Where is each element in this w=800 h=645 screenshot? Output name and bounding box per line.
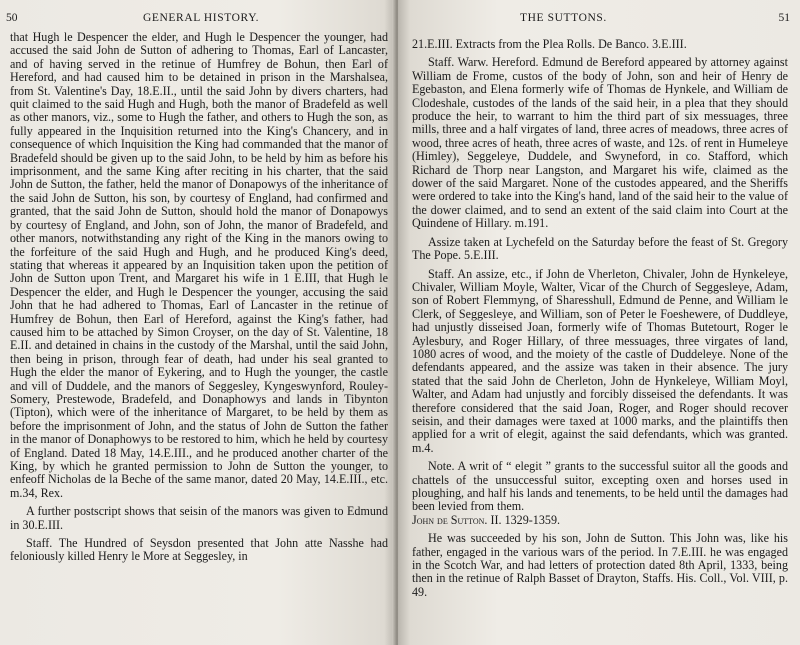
paragraph: Assize taken at Lychefeld on the Saturday before the feast of St. Gregory The Pope. 5.E.III. [412, 234, 788, 263]
paragraph: A further postscript shows that seisin of the manors was given to Edmund in 30.E.III. [10, 504, 388, 532]
paragraph: Staff. The Hundred of Seysdon presented that John atte Nasshe had feloniously killed Henry le More at Seggesley, in [10, 536, 388, 564]
note-paragraph: Note. A writ of “ elegit ” grants to the successful suitor all the goods and chattels of the unsuccessful suitor, excepting oxen and horses used in ploughing, and half his lands and tenements, to be held until the damages had been levied from them. [412, 459, 788, 514]
section-heading: 21.E.III. Extracts from the Plea Rolls. De Banco. 3.E.III. [412, 37, 687, 51]
paragraph: Staff. An assize, etc., if John de Vherleton, Chivaler, John de Hynkeleye, Chivaler, William Moyle, Walter, Vicar of the Church of Seggesleye, Adam, son of Robert Flemmyng, of Sharesshull, Edmund de Penne, and William le Clerk, of Seggesleye, and William, son of Peter le Foeshewere, of Duddleye, had unjustly disseised Joan, formerly wife of Thomas Butetourt, Roger le Aylesbury, and Roger Hillary, of three messuages, three virgates of land, 1080 acres of wood, and the moiety of the castle of Duddeleye. None of the defendants appeared, and the assize was taken in their absence. The jury stated that the said John de Cherleton, John de Hynkeleye, William Moyl, Walter, and Adam had unjustly and forcibly disseised the defendants. It was therefore considered that the said Joan, Roger, and Roger should recover seisin, and their damages were taxed at 1000 marks, and the plaintiffs then applied for a writ of elegit, against the said defendants, which was granted. m.4. [412, 266, 788, 455]
running-head: GENERAL HISTORY. [143, 12, 260, 24]
page-body [10, 31, 388, 564]
right-page [398, 0, 800, 645]
left-page [0, 0, 396, 645]
paragraph: He was succeeded by his son, John de Sutton. This John was, like his father, engaged in the various wars of the period. In 7.E.III. he was engaged in the Scotch War, and had letters of protection dated 8th April, 1333, being then in the retinue of Ralph Basset of Drayton, Staffs. His. Coll., Vol. VIII, p. 49. [412, 531, 788, 599]
running-head: THE SUTTONS. [520, 12, 607, 24]
paragraph: that Hugh le Despencer the elder, and Hugh le Despencer the younger, had accused the said John de Sutton of adhering to Thomas, Earl of Lancaster, and of having served in the retinue of Humfrey de Bohun, then Earl of Hereford, and had caused him to be detained in prison in the Marshalsea, from St. Valentine's Day, 18.E.II., until the said John by divers charters, had quit claimed to the said Hugh and Hugh, both the manor of Bradefeld as well as other manors, viz., some to Hugh the father, and others to Hugh the son, as fully appeared in the Inquisition returned into the King's Chancery, and in consequence of which Inquisition the King had commanded that the manor of Bradefeld should be given up to the said John, to be held by him as before his imprisonment, and the same King after reciting in his charter, that the said John de Sutton, the father, held the manor of Donapowys of the inheritance of the said John de Sutton, his son, by courtesy of England, had confirmed and granted, that the said John de Sutton, should hold the manor of Donapowys by courtesy of England, and John, son of John, the manor of Bradefeld, and other manors, notwithstanding any right of the King in the manors owing to the forfeiture of the said Hugh and Hugh, and he produced King's deed, stating that whereas it appeared by an Inquisition taken upon the petition of John de Sutton upon Trent, and Margaret his wife in 1 E.III, that Hugh le Despencer the elder, and Hugh le Despencer the younger, accusing the said John that he had adhered to Thomas, Earl of Lancaster in the retinue of Humfrey de Bohun, then Earl of Hereford, against the King's father, had caused him to be attached by Simon Croyser, on the day of St. Valentine, 18 E.II. and detained in chains in the custody of the Marshal, until the said John, then being in prison, through fear of death, had under his seal granted to Hugh the elder the manor of Eykering, and to Hugh the younger, the castle and vill of Duddele, and the manors of Seggesley, Kyngeswynford, Rouley-Somery, Prestewode, Bradefeld, and Donaphowys and lands in Tibynton (Tipton), which were of the inheritance of Margaret, to be held by them as before the imprisonment of John, and the status of John de Sutton the father in the manor of Donaphowys to be restored to him, which he held by courtesy of England. Dated 18 May, 14.E.III., and he produced another charter of the King, by which he granted permission to John de Sutton the younger, to enfeoff Nicholas de la Beche of the same manor, dated 20 May, 14.E.III., etc. m.34, Rex. [10, 30, 388, 500]
page-number: 51 [778, 12, 790, 24]
paragraph: Staff. Warw. Hereford. Edmund de Bereford appeared by attorney against William de Frome, custos of the body of John, son and heir of Henry de Egebaston, and Elena formerly wife of Thomas de Hynkele, and William de Clodeshale, custodes of the lands of the said heir, in a plea that they should produce the heir, to warrant to him the third part of six messuages, three mills, three and a half virgates of land, three acres of meadows, three acres of wood, three acres of heath, three acres of waste, and 12s. of rent in Humeleye (Himley), Seggeleye, Duddele, and Swyneford, in co. Stafford, which Richard de Thorp near Langston, and Margaret his wife, claimed as the dower of the said Margaret. None of the custodes appeared, and the Sheriffs were ordered to take into the King's hand, land of the said heir to the value of the dower claimed, and to send an extent of the said claim into Court at the Quindene of Hillary. m.191. [412, 55, 788, 231]
page-number: 50 [6, 12, 18, 24]
section-heading: John de Sutton. II. 1329-1359. [412, 512, 561, 527]
page-body [412, 38, 788, 599]
